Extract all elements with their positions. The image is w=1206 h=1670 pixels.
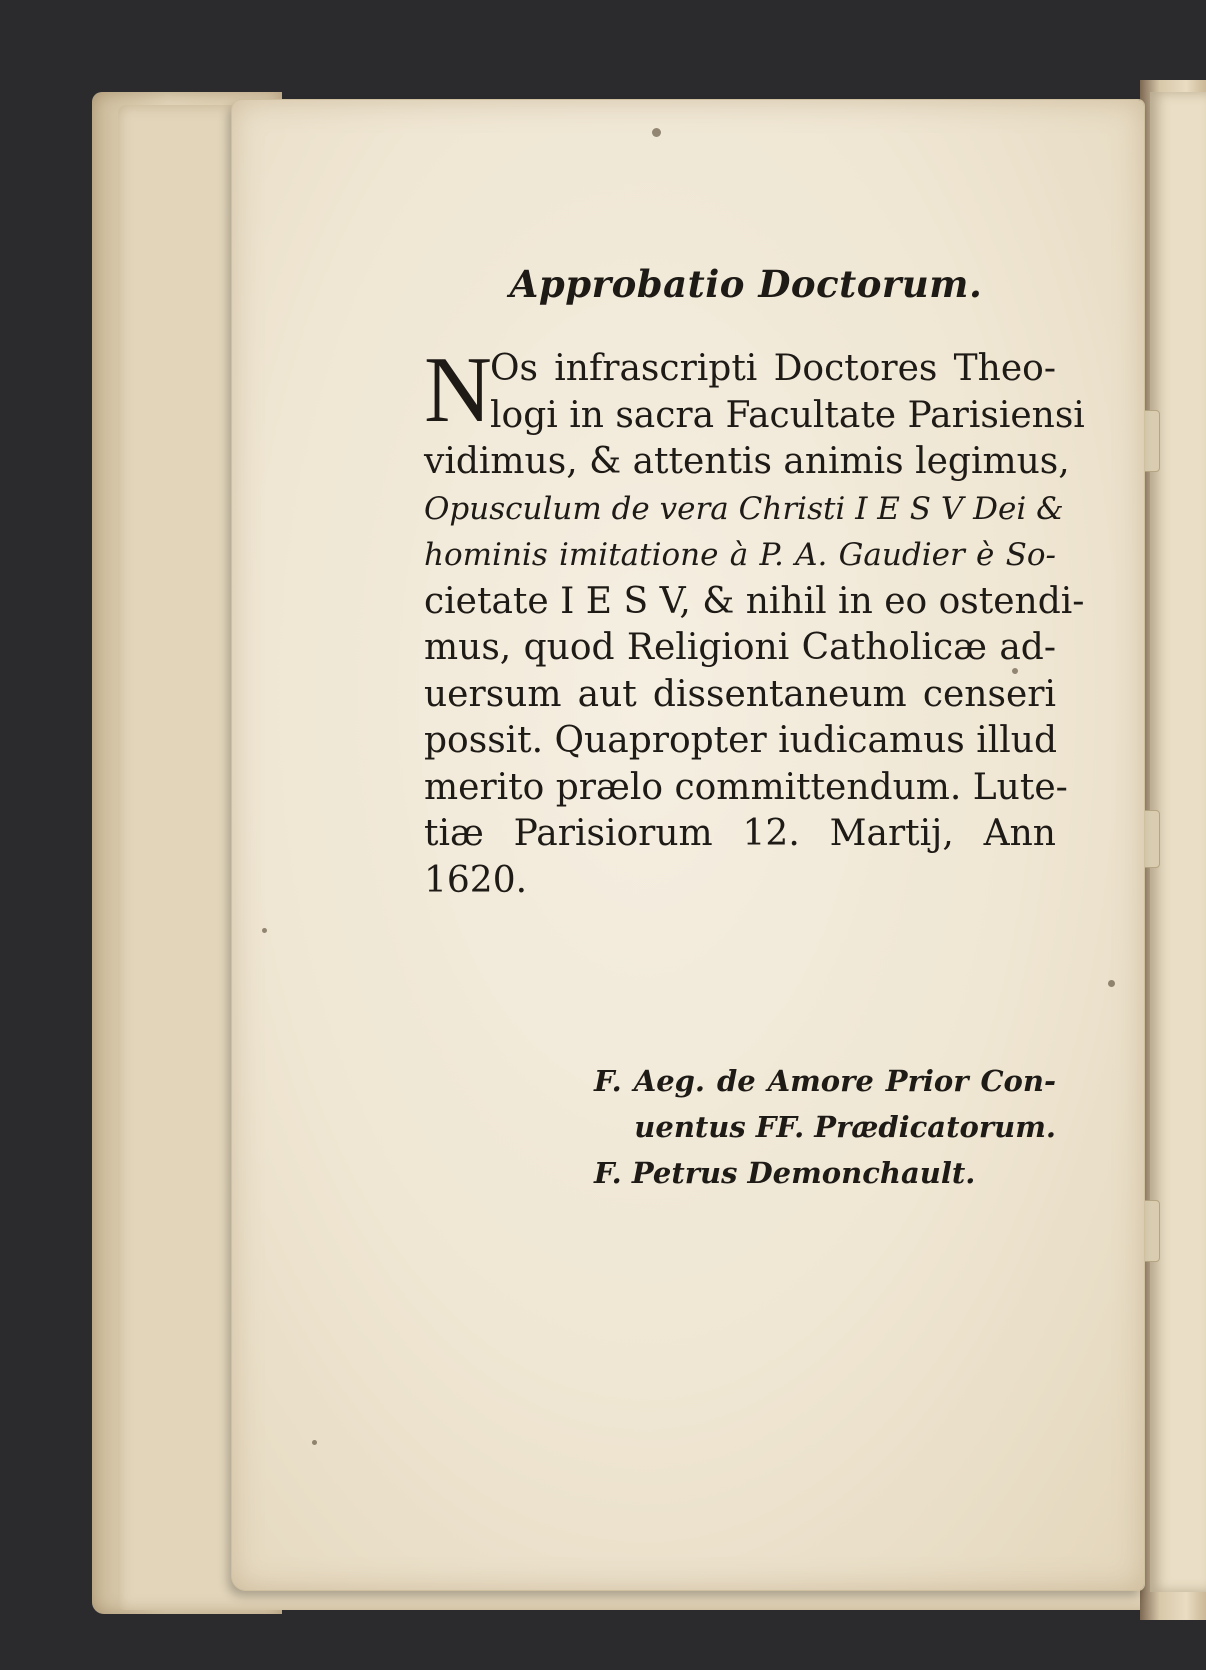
text-line: logi in sacra Facultate Parisiensi [490,394,1085,436]
signature-line: F. Petrus Demonchault. [594,1156,976,1190]
text-line: hominis imitatione à P. A. Gaudier è So- [424,537,1056,573]
heading: Approbatio Doctorum. [509,262,983,306]
ink-spot [652,128,661,137]
approbation-text [424,262,1085,904]
text-line: tiæ Parisiorum 12. Martij, Ann [424,813,1056,854]
text-line: mus, quod Religioni Catholicæ ad- [424,627,1056,668]
text-line: vidimus, & attentis animis legimus, [424,441,1070,482]
signatures [424,1058,1056,1196]
text-line: possit. Quapropter iudicamus illud [424,720,1057,761]
drop-cap: N [424,338,492,442]
ink-spot [262,928,267,933]
text-line: merito prælo committendum. Lute- [424,766,1068,808]
signature-line: uentus FF. Prædicatorum. [634,1110,1056,1144]
ink-spot [312,1440,317,1445]
text-line: Opusculum de vera Christi I E S V Dei & [424,490,1064,527]
text-line: cietate I E S V, & nihil in eo ostendi- [424,580,1085,622]
text-line: uersum aut dissentaneum censeri [424,673,1056,715]
approbation-body [424,338,1085,904]
text-line: Os infrascripti Doctores Theo- [490,348,1056,389]
signature-line: F. Aeg. de Amore Prior Con- [594,1064,1056,1098]
ink-spot [1108,980,1115,987]
text-line: 1620. [424,859,528,901]
